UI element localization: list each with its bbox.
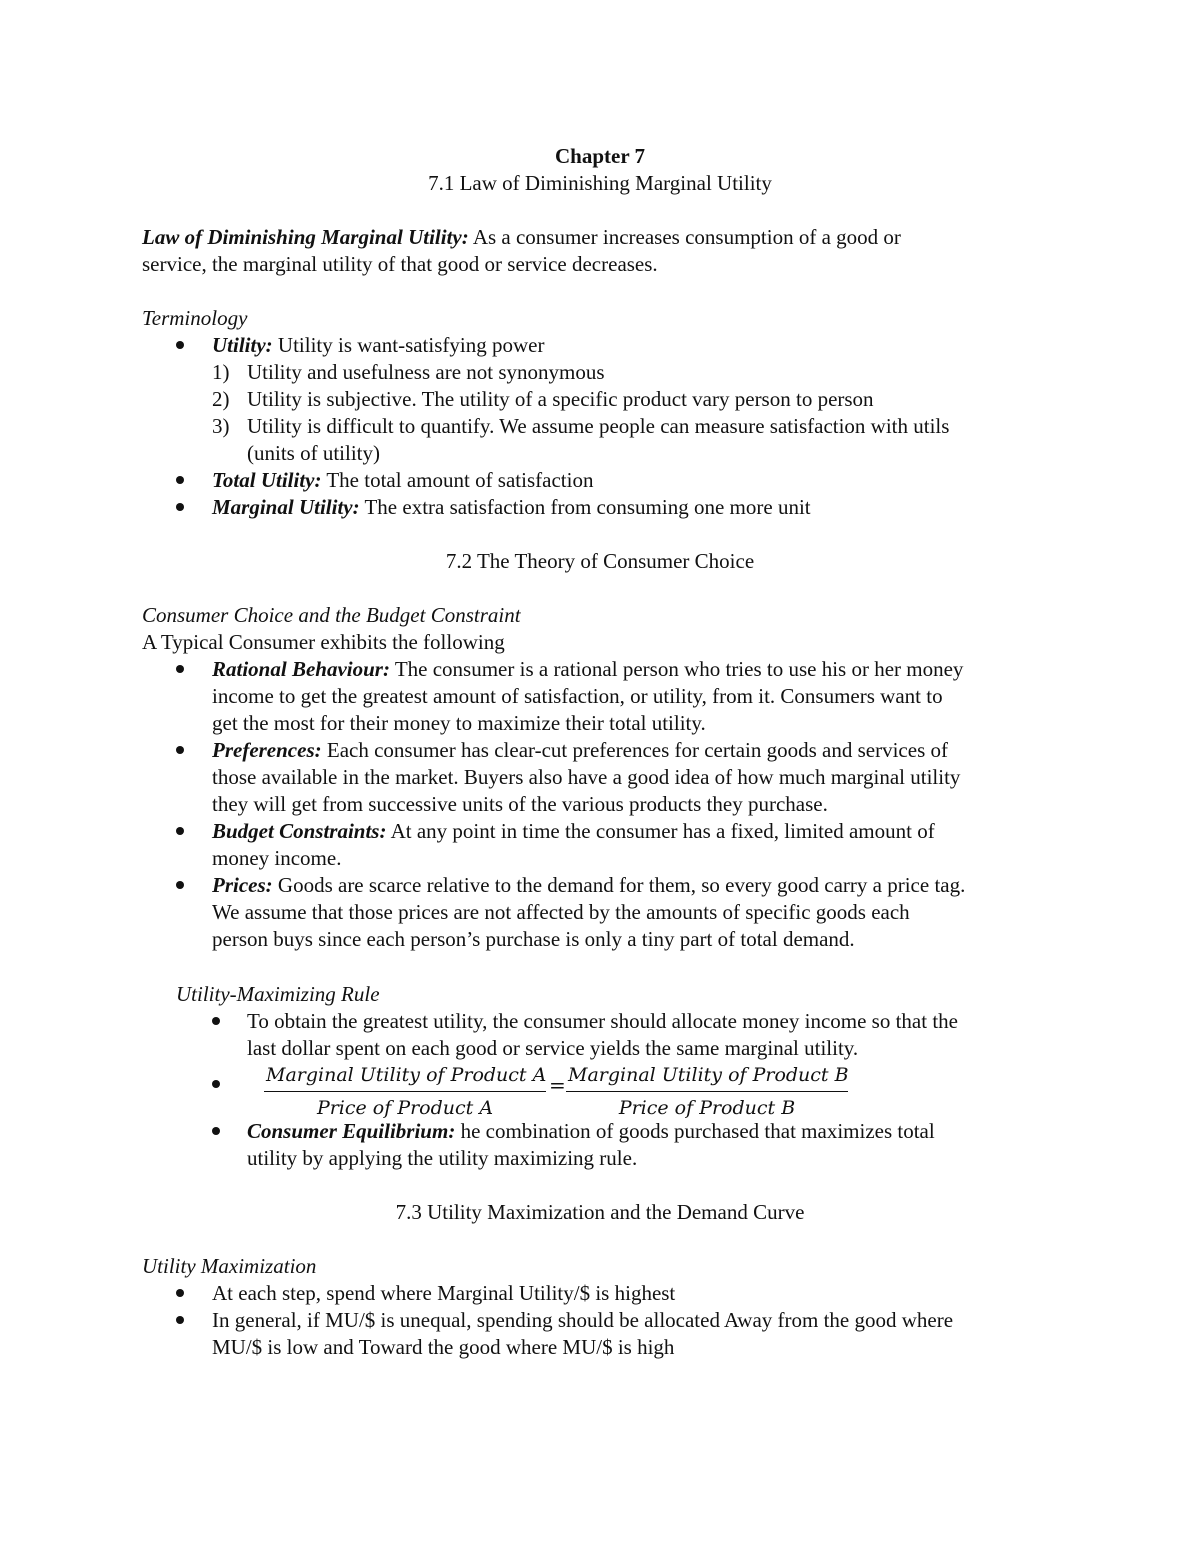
rational-term: Rational Behaviour: bbox=[212, 657, 390, 681]
preferences-item-line1 bbox=[212, 737, 948, 764]
bullet-icon bbox=[176, 1316, 184, 1324]
prices-item-line1 bbox=[212, 872, 965, 899]
prices-item-line2: We assume that those prices are not affected by the amounts of specific goods each bbox=[212, 900, 910, 924]
numbered-item: Utility and usefulness are not synonymous bbox=[247, 360, 605, 384]
fraction-b-denominator: Price of Product B bbox=[618, 1096, 796, 1119]
bullet-icon bbox=[176, 665, 184, 673]
fraction-b-numerator: Marginal Utility of Product B bbox=[566, 1062, 848, 1092]
total-utility-item bbox=[212, 467, 593, 494]
terminology-heading: Terminology bbox=[142, 306, 248, 330]
maximization-bullet2-line2: MU/$ is low and Toward the good where MU/$ is high bbox=[212, 1335, 675, 1359]
prices-text: Goods are scarce relative to the demand for them, so every good carry a price tag. bbox=[272, 873, 966, 897]
prices-item-line3: person buys since each person’s purchase is only a tiny part of total demand. bbox=[212, 927, 855, 951]
fraction-product-a bbox=[264, 1062, 546, 1122]
utility-term: Utility: bbox=[212, 333, 273, 357]
preferences-item-line2: those available in the market. Buyers also have a good idea of how much marginal utility bbox=[212, 765, 961, 789]
bullet-icon bbox=[176, 476, 184, 484]
section-1-title: 7.1 Law of Diminishing Marginal Utility bbox=[428, 171, 772, 195]
marginal-utility-item bbox=[212, 494, 811, 521]
utility-item bbox=[212, 332, 544, 359]
utility-maximizing-formula bbox=[264, 1062, 854, 1122]
marginal-utility-text: The extra satisfaction from consuming one more unit bbox=[359, 495, 811, 519]
maximization-bullet2-line1: In general, if MU/$ is unequal, spending should be allocated Away from the good where bbox=[212, 1308, 954, 1332]
utility-maximization-subheading: Utility Maximization bbox=[142, 1254, 317, 1278]
budget-term: Budget Constraints: bbox=[212, 819, 387, 843]
equilibrium-line2: utility by applying the utility maximizing rule. bbox=[247, 1146, 638, 1170]
equilibrium-line1 bbox=[247, 1118, 1057, 1145]
marginal-utility-term: Marginal Utility: bbox=[212, 495, 360, 519]
law-text-line1: As a consumer increases consumption of a good or bbox=[468, 225, 901, 249]
bullet-icon bbox=[212, 1017, 220, 1025]
preferences-text: Each consumer has clear-cut preferences for certain goods and services of bbox=[321, 738, 948, 762]
total-utility-term: Total Utility: bbox=[212, 468, 322, 492]
preferences-item-line3: they will get from successive units of the various products they purchase. bbox=[212, 792, 828, 816]
consumer-intro: A Typical Consumer exhibits the following bbox=[142, 630, 505, 654]
budget-text: At any point in time the consumer has a fixed, limited amount of bbox=[386, 819, 935, 843]
bullet-icon bbox=[176, 827, 184, 835]
fraction-a-numerator: Marginal Utility of Product A bbox=[264, 1062, 546, 1092]
preferences-term: Preferences: bbox=[212, 738, 322, 762]
law-definition bbox=[142, 224, 1062, 251]
bullet-icon bbox=[176, 746, 184, 754]
prices-term: Prices: bbox=[212, 873, 273, 897]
total-utility-text: The total amount of satisfaction bbox=[321, 468, 594, 492]
rational-item-line3: get the most for their money to maximize their total utility. bbox=[212, 711, 706, 735]
rule-bullet1-line2: last dollar spent on each good or service yields the same marginal utility. bbox=[247, 1036, 859, 1060]
budget-item-line2: money income. bbox=[212, 846, 342, 870]
numbered-item: Utility is difficult to quantify. We assume people can measure satisfaction with utils bbox=[247, 414, 950, 438]
rule-bullet1-line1: To obtain the greatest utility, the consumer should allocate money income so that the bbox=[247, 1009, 958, 1033]
budget-item-line1 bbox=[212, 818, 935, 845]
bullet-icon bbox=[212, 1080, 220, 1088]
bullet-icon bbox=[176, 881, 184, 889]
law-text-line2: service, the marginal utility of that good or service decreases. bbox=[142, 252, 658, 276]
law-term: Law of Diminishing Marginal Utility: bbox=[142, 225, 469, 249]
chapter-title: Chapter 7 bbox=[554, 144, 646, 168]
fraction-a-denominator: Price of Product A bbox=[316, 1096, 494, 1119]
equals-sign: = bbox=[549, 1073, 566, 1097]
bullet-icon bbox=[176, 341, 184, 349]
section-3-title: 7.3 Utility Maximization and the Demand Curve bbox=[395, 1200, 805, 1224]
rational-item-line2: income to get the greatest amount of satisfaction, or utility, from it. Consumers want to bbox=[212, 684, 943, 708]
rational-item-line1 bbox=[212, 656, 963, 683]
section-2-title: 7.2 The Theory of Consumer Choice bbox=[445, 549, 755, 573]
bullet-icon bbox=[176, 1289, 184, 1297]
budget-subheading: Consumer Choice and the Budget Constraint bbox=[142, 603, 521, 627]
bullet-icon bbox=[212, 1127, 220, 1135]
numbered-item: Utility is subjective. The utility of a specific product vary person to person bbox=[247, 387, 874, 411]
fraction-product-b bbox=[566, 1062, 848, 1122]
equilibrium-term: Consumer Equilibrium: bbox=[247, 1119, 456, 1143]
utility-text: Utility is want-satisfying power bbox=[272, 333, 545, 357]
maximization-bullet1: At each step, spend where Marginal Utility/$ is highest bbox=[212, 1281, 676, 1305]
equilibrium-text: he combination of goods purchased that maximizes total bbox=[455, 1119, 935, 1143]
numbered-item-continuation: (units of utility) bbox=[247, 441, 380, 465]
rational-text: The consumer is a rational person who tries to use his or her money bbox=[389, 657, 964, 681]
numbered-marker: 1) bbox=[212, 360, 230, 384]
numbered-marker: 3) bbox=[212, 414, 230, 438]
rule-heading: Utility-Maximizing Rule bbox=[176, 982, 380, 1006]
numbered-marker: 2) bbox=[212, 387, 230, 411]
bullet-icon bbox=[176, 503, 184, 511]
